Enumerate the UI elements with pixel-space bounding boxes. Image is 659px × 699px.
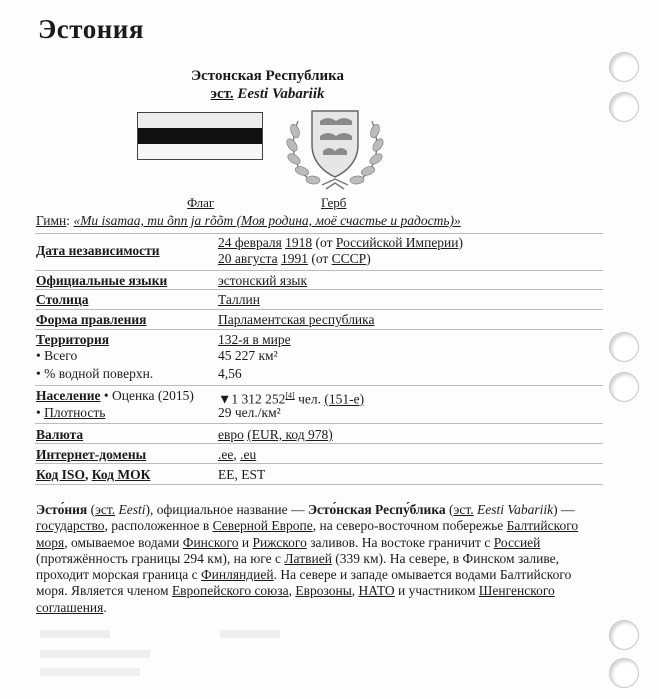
domains-value-row: .ee, .eu	[218, 447, 257, 462]
para-text: ,	[288, 583, 292, 599]
flag-stripe-bottom	[138, 144, 262, 159]
density-label-row	[36, 405, 105, 421]
independence-line2	[218, 251, 371, 267]
para-text: ) —	[553, 502, 575, 517]
para-name: Эсто́ния	[36, 502, 88, 517]
gulf-riga-link[interactable]: Рижского	[252, 534, 307, 550]
para-line-4	[36, 551, 628, 567]
coat-of-arms-image[interactable]	[286, 103, 384, 197]
schengen-link[interactable]: Шенгенского	[478, 583, 555, 599]
gulf-finland-link[interactable]: Финского	[182, 534, 239, 550]
divider	[35, 270, 603, 271]
para-line-7	[36, 600, 628, 616]
latvia-link[interactable]: Латвией	[284, 550, 332, 566]
para-line-5	[36, 567, 628, 583]
para-text: .	[103, 599, 107, 615]
divider	[35, 309, 603, 310]
anthem-sep: :	[66, 213, 74, 228]
territory-water-label: • % водной поверхн.	[36, 366, 154, 381]
para-abbr-link[interactable]: эст.	[95, 502, 116, 517]
territory-water-value: 4,56	[218, 366, 242, 381]
bleed-through-mark	[40, 668, 140, 676]
para-line-2	[36, 518, 628, 534]
nato-link[interactable]: НАТО	[358, 583, 395, 599]
para-text: проходит морская граница с	[36, 567, 198, 583]
flag-image[interactable]	[137, 112, 263, 160]
divider	[35, 289, 603, 290]
independence-pre1: (от	[315, 235, 333, 250]
para-line-6	[36, 583, 628, 599]
official-name-native: Eesti Vabariik	[237, 86, 325, 102]
currency-value-row	[218, 427, 333, 443]
independence-date2-link[interactable]: 20 августа	[218, 251, 278, 266]
official-name-native-line	[155, 85, 380, 103]
density-label-link[interactable]: Плотность	[44, 405, 106, 420]
population-unit: чел.	[298, 391, 321, 407]
independence-from2-link[interactable]: СССР	[331, 251, 367, 266]
government-label-link[interactable]: Форма правления	[36, 312, 147, 327]
abbr-link[interactable]: эст.	[210, 86, 234, 102]
territory-label-link[interactable]: Территория	[36, 332, 110, 347]
flag-stripe-middle	[138, 128, 262, 143]
reference-link[interactable]: [4]	[285, 391, 295, 400]
official-name	[155, 67, 380, 103]
domain-eu-link[interactable]: .eu	[240, 447, 257, 462]
iso-code-link[interactable]: Код ISO	[36, 467, 85, 482]
coat-caption-link[interactable]: Герб	[321, 195, 347, 210]
para-text: и участником	[398, 583, 476, 599]
para-full-name: Эсто́нская Респу́блика	[307, 502, 446, 517]
independence-post1: )	[458, 235, 464, 250]
population-estimate-label: • Оценка (2015)	[103, 388, 194, 403]
binder-hole	[609, 620, 639, 650]
para-text: ,	[351, 583, 356, 599]
density-bullet: •	[36, 405, 41, 420]
binder-hole	[609, 52, 639, 82]
domain-ee-link[interactable]: .ee	[218, 447, 234, 462]
para-line-1	[36, 502, 628, 518]
finland-link[interactable]: Финляндией	[201, 567, 274, 583]
para-line-3	[36, 535, 628, 551]
currency-value-link[interactable]: евро	[218, 427, 244, 442]
anthem-link[interactable]: «Mu isamaa, mu õnn ja rõõm (Моя родина, моё счастье и радость)»	[73, 213, 461, 228]
divider	[35, 233, 603, 234]
independence-year2-link[interactable]: 1991	[280, 251, 308, 266]
languages-label-link[interactable]: Официальные языки	[36, 273, 168, 288]
para-text: (	[449, 502, 454, 517]
schengen-link[interactable]: соглашения	[36, 599, 104, 615]
territory-total-label: • Всего	[36, 348, 78, 363]
binder-hole	[609, 92, 639, 122]
bleed-through-mark	[40, 650, 150, 658]
para-text: и	[241, 534, 250, 550]
independence-date1-link[interactable]: 24 февраля	[218, 235, 282, 250]
flag-caption-link[interactable]: Флаг	[187, 195, 215, 210]
northern-europe-link[interactable]: Северной Европе	[212, 518, 313, 534]
bleed-through-mark	[220, 630, 280, 638]
decrease-arrow-icon: ▼	[218, 391, 232, 407]
para-text: , расположенное в	[104, 518, 210, 534]
independence-line1	[218, 235, 463, 251]
binder-hole	[609, 372, 639, 402]
density-value: 29 чел./км²	[218, 405, 281, 420]
population-rank-link[interactable]: (151-е)	[324, 391, 365, 407]
codes-value: EE, EST	[218, 467, 266, 482]
divider	[35, 484, 603, 485]
domains-label-link[interactable]: Интернет-домены	[36, 447, 147, 462]
eurozone-link[interactable]: Еврозоны	[295, 583, 352, 599]
population-value: 1 312 252	[231, 391, 286, 407]
state-link[interactable]: государство	[36, 518, 105, 534]
para-text: ), официальное название —	[145, 502, 305, 517]
divider	[35, 443, 603, 444]
para-abbr-link[interactable]: эст.	[453, 502, 474, 517]
independence-from1-link[interactable]: Российской Империи	[335, 235, 459, 250]
para-text: , омываемое водами	[64, 534, 180, 550]
independence-label-link[interactable]: Дата независимости	[36, 243, 160, 258]
independence-post2: )	[366, 251, 371, 266]
para-text: (	[90, 502, 96, 517]
divider	[35, 423, 603, 424]
para-text: . На севере и западе омывается водами Балтийского	[273, 567, 572, 583]
capital-label-link[interactable]: Столица	[36, 292, 89, 307]
government-value-link[interactable]: Парламентская республика	[218, 312, 375, 327]
currency-code-link[interactable]: (EUR, код 978)	[247, 427, 333, 442]
codes-label-row: Код ISO, Код МОК	[36, 467, 151, 482]
population-label-link[interactable]: Население	[36, 388, 101, 403]
divider	[35, 463, 603, 464]
para-native2: Eesti Vabariik	[476, 502, 554, 517]
divider	[35, 385, 603, 386]
para-text: заливов. На востоке граничит с	[310, 534, 491, 550]
capital-value-link[interactable]: Таллин	[218, 292, 260, 307]
currency-label-link[interactable]: Валюта	[36, 427, 84, 442]
territory-rank-link[interactable]: 132-я в мире	[218, 332, 291, 347]
independence-pre2: (от	[311, 251, 329, 266]
divider	[35, 329, 603, 330]
baltic-sea-link[interactable]: моря	[36, 534, 65, 550]
para-native1: Eesti	[118, 502, 146, 517]
anthem-label-link[interactable]: Гимн	[36, 213, 67, 228]
intro-paragraph	[36, 502, 628, 616]
official-name-ru: Эстонская Республика	[190, 68, 345, 84]
bleed-through-mark	[40, 630, 110, 638]
page-title: Эстония	[38, 14, 144, 44]
para-text: (339 км). На севере, в Финском заливе,	[335, 550, 560, 566]
para-text: , на северо-восточном побережье	[312, 518, 504, 534]
anthem-row	[36, 213, 461, 229]
independence-year1-link[interactable]: 1918	[285, 235, 313, 250]
para-text: (протяжённость границы 294 км), на юге с	[36, 550, 282, 566]
ioc-code-link[interactable]: Код МОК	[91, 467, 151, 482]
binder-hole	[609, 332, 639, 362]
territory-total-value: 45 227 км²	[218, 348, 278, 363]
population-label-row	[36, 388, 194, 404]
eu-link[interactable]: Европейского союза	[171, 583, 289, 599]
flag-stripe-top	[138, 113, 262, 128]
russia-link[interactable]: Россией	[493, 534, 541, 550]
binder-hole	[609, 658, 639, 688]
para-text: моря. Является членом	[36, 583, 169, 599]
baltic-sea-link[interactable]: Балтийского	[506, 518, 579, 534]
languages-value-link[interactable]: эстонский язык	[218, 273, 308, 288]
